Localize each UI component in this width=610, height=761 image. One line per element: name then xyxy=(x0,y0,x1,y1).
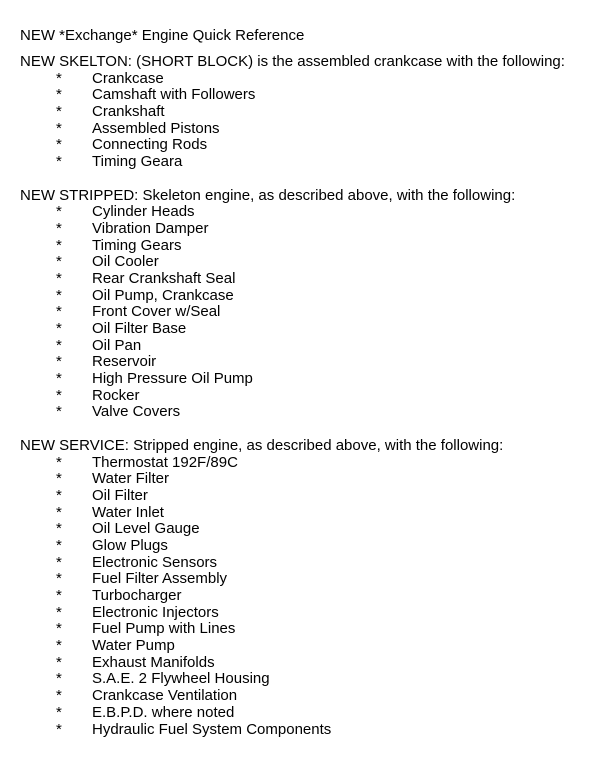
bullet-asterisk: * xyxy=(56,370,62,388)
list-item xyxy=(20,104,600,121)
list-item-text: Vibration Damper xyxy=(92,219,209,237)
list-item xyxy=(20,471,600,488)
bullet-asterisk: * xyxy=(56,219,62,237)
list-item-text: Rocker xyxy=(92,386,140,404)
section-1 xyxy=(20,188,600,422)
list-item xyxy=(20,388,600,405)
list-item-text: Water Inlet xyxy=(92,503,164,521)
bullet-asterisk: * xyxy=(56,470,62,488)
list-item xyxy=(20,221,600,238)
item-list xyxy=(20,455,600,739)
list-item xyxy=(20,555,600,572)
section-heading: NEW SERVICE: Stripped engine, as described above, with the following: xyxy=(20,436,504,454)
list-item-text: Electronic Sensors xyxy=(92,553,218,571)
list-item-text: Crankcase xyxy=(92,69,164,87)
list-item xyxy=(20,455,600,472)
bullet-asterisk: * xyxy=(56,570,62,588)
list-item xyxy=(20,621,600,638)
list-item-text: Cylinder Heads xyxy=(92,203,195,221)
list-item xyxy=(20,521,600,538)
section-heading: NEW SKELTON: (SHORT BLOCK) is the assembled crankcase with the following: xyxy=(20,53,565,70)
bullet-asterisk: * xyxy=(56,286,62,304)
bullet-asterisk: * xyxy=(56,620,62,638)
bullet-asterisk: * xyxy=(56,353,62,371)
bullet-asterisk: * xyxy=(56,103,62,121)
bullet-asterisk: * xyxy=(56,503,62,521)
bullet-asterisk: * xyxy=(56,720,62,738)
bullet-asterisk: * xyxy=(56,520,62,538)
list-item xyxy=(20,371,600,388)
list-item xyxy=(20,638,600,655)
list-item xyxy=(20,354,600,371)
bullet-asterisk: * xyxy=(56,269,62,287)
bullet-asterisk: * xyxy=(56,303,62,321)
list-item-text: Crankshaft xyxy=(92,103,165,121)
bullet-asterisk: * xyxy=(56,553,62,571)
list-item xyxy=(20,121,600,138)
list-item xyxy=(20,488,600,505)
list-item xyxy=(20,271,600,288)
list-item xyxy=(20,204,600,221)
list-item-text: Oil Filter xyxy=(92,486,148,504)
list-item-text: Camshaft with Followers xyxy=(92,86,256,104)
bullet-asterisk: * xyxy=(56,587,62,605)
list-item-text: High Pressure Oil Pump xyxy=(92,370,253,388)
list-item xyxy=(20,87,600,104)
list-item xyxy=(20,154,600,171)
list-item xyxy=(20,338,600,355)
list-item-text: Turbocharger xyxy=(92,587,182,605)
list-item-text: Assembled Pistons xyxy=(92,119,220,137)
list-item-text: Glow Plugs xyxy=(92,536,168,554)
list-item xyxy=(20,238,600,255)
list-item-text: Oil Filter Base xyxy=(92,320,187,338)
document-title: NEW *Exchange* Engine Quick Reference xyxy=(20,27,305,44)
list-item xyxy=(20,254,600,271)
list-item xyxy=(20,321,600,338)
bullet-asterisk: * xyxy=(56,386,62,404)
list-item xyxy=(20,722,600,739)
list-item-text: Oil Pan xyxy=(92,336,142,354)
section-2 xyxy=(20,438,600,738)
list-item-text: Fuel Pump with Lines xyxy=(92,620,236,638)
bullet-asterisk: * xyxy=(56,403,62,421)
list-item-text: Rear Crankshaft Seal xyxy=(92,269,236,287)
list-item-text: Fuel Filter Assembly xyxy=(92,570,228,588)
bullet-asterisk: * xyxy=(56,236,62,254)
list-item-text: S.A.E. 2 Flywheel Housing xyxy=(92,670,270,688)
list-item xyxy=(20,304,600,321)
list-item-text: Connecting Rods xyxy=(92,136,208,154)
list-item-text: Front Cover w/Seal xyxy=(92,303,221,321)
section-heading: NEW STRIPPED: Skeleton engine, as described above, with the following: xyxy=(20,186,516,204)
item-list xyxy=(20,204,600,421)
item-list xyxy=(20,71,600,171)
bullet-asterisk: * xyxy=(56,703,62,721)
document-page xyxy=(20,27,600,755)
list-item xyxy=(20,671,600,688)
list-item-text: Exhaust Manifolds xyxy=(92,653,215,671)
list-item xyxy=(20,137,600,154)
list-item xyxy=(20,705,600,722)
bullet-asterisk: * xyxy=(56,320,62,338)
list-item xyxy=(20,605,600,622)
bullet-asterisk: * xyxy=(56,136,62,154)
list-item-text: Oil Pump, Crankcase xyxy=(92,286,234,304)
list-item-text: Timing Geara xyxy=(92,153,183,171)
page-footer-cutoff xyxy=(0,755,610,761)
bullet-asterisk: * xyxy=(56,453,62,471)
list-item-text: Electronic Injectors xyxy=(92,603,219,621)
bullet-asterisk: * xyxy=(56,153,62,171)
list-item-text: Thermostat 192F/89C xyxy=(92,453,238,471)
list-item-text: Hydraulic Fuel System Components xyxy=(92,720,332,738)
list-item xyxy=(20,588,600,605)
list-item-text: Valve Covers xyxy=(92,403,181,421)
list-item xyxy=(20,404,600,421)
list-item xyxy=(20,538,600,555)
list-item-text: E.B.P.D. where noted xyxy=(92,703,235,721)
sections-container xyxy=(20,54,600,738)
list-item xyxy=(20,688,600,705)
list-item-text: Oil Cooler xyxy=(92,253,159,271)
bullet-asterisk: * xyxy=(56,637,62,655)
bullet-asterisk: * xyxy=(56,653,62,671)
bullet-asterisk: * xyxy=(56,69,62,87)
list-item-text: Water Pump xyxy=(92,637,175,655)
list-item xyxy=(20,505,600,522)
bullet-asterisk: * xyxy=(56,86,62,104)
list-item-text: Reservoir xyxy=(92,353,157,371)
bullet-asterisk: * xyxy=(56,253,62,271)
list-item xyxy=(20,655,600,672)
section-0 xyxy=(20,54,600,171)
list-item xyxy=(20,288,600,305)
list-item xyxy=(20,71,600,88)
bullet-asterisk: * xyxy=(56,670,62,688)
list-item-text: Oil Level Gauge xyxy=(92,520,200,538)
bullet-asterisk: * xyxy=(56,119,62,137)
list-item-text: Water Filter xyxy=(92,470,169,488)
list-item-text: Timing Gears xyxy=(92,236,182,254)
bullet-asterisk: * xyxy=(56,486,62,504)
bullet-asterisk: * xyxy=(56,336,62,354)
bullet-asterisk: * xyxy=(56,203,62,221)
bullet-asterisk: * xyxy=(56,687,62,705)
list-item xyxy=(20,571,600,588)
bullet-asterisk: * xyxy=(56,536,62,554)
list-item-text: Crankcase Ventilation xyxy=(92,687,238,705)
bullet-asterisk: * xyxy=(56,603,62,621)
